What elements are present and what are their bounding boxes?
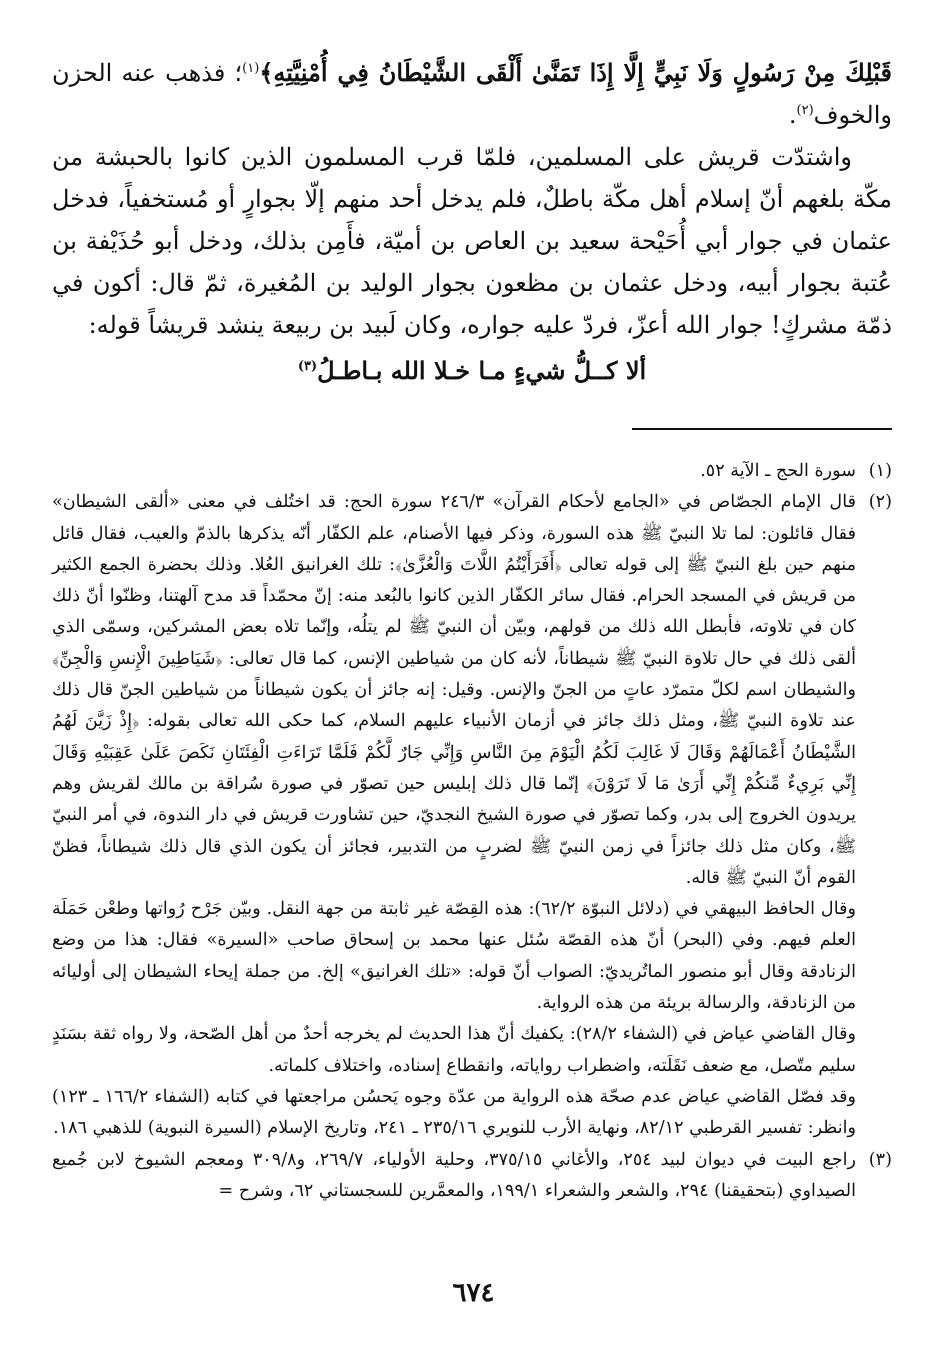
quran-quote: قَبْلِكَ مِنْ رَسُولٍ وَلَا نَبِيٍّ إِلَّا إِذَا تَمَنَّىٰ أَلْقَى الشَّيْطَانُ فِي أُمْنِيَّتِهِ﴾ [259,58,892,87]
footnote-paragraph: قال الإمام الجصّاص في «الجامع لأحكام القرآن» ٢٤٦/٣ سورة الحج: قد اختُلف في معنى «ألقى الشيطان» فقال قائلون: لما تلا النبيّ ﷺ هذه السورة، وذكر فيها الأصنام، علم الكفّار أنّه يذكرها بالذمّ والعيب، فقال قائل منهم حين بلغ النبيّ ﷺ إلى قوله تعالى ﴿أَفَرَأَيْتُمُ اللَّاتَ وَالْعُزَّىٰ﴾: تلك الغرانيق العُلا. وذلك بحضرة الجمع الكثير من قريش في المسجد الحرام. فقال سائر الكفّار الذين كانوا بالبُعد منه: إنّ محمّداً قد مدح آلهتنا، وظنّوا أنّ ذلك كان في تلاوته، فأبطل الله ذلك من قولهم، وبيّن أن النبيّ ﷺ لم يتلُه، وإنّما تلاه بعض المشركين، وسمّى الذي ألقى ذلك في حال تلاوة النبيّ ﷺ شيطاناً، لأنه كان من شياطين الإنس، كما قال تعالى: ﴿شَيَاطِينَ الْإِنسِ وَالْجِنِّ﴾ والشيطان اسم لكلّ متمرّد عاتٍ من الجنّ والإنس. وقيل: إنه جائز أن يكون شيطاناً من شياطين الجنّ قال ذلك عند تلاوة النبيّ ﷺ، ومثل ذلك جائز في أزمان الأنبياء عليهم السلام، كما حكى الله تعالى بقوله: ﴿إِذْ زَيَّنَ لَهُمُ الشَّيْطَانُ أَعْمَالَهُمْ وَقَالَ لَا غَالِبَ لَكُمُ الْيَوْمَ مِنَ النَّاسِ وَإِنِّي جَارٌ لَّكُمْ فَلَمَّا تَرَاءَتِ الْفِئَتَانِ نَكَصَ عَلَىٰ عَقِبَيْهِ وَقَالَ إِنِّي بَرِيءٌ مِّنكُمْ إِنِّي أَرَىٰ مَا لَا تَرَوْنَ﴾ إنّما قال ذلك إبليس حين تصوّر في صورة سُراقة بن مالك لقريش وهم يريدون الخروج إلى بدر، وكما تصوّر في صورة الشيخ النجديّ، حين تشاورت قريش في دار الندوة، في أمر النبيّ ﷺ، وكان مثل ذلك جائزاً في زمن النبيّ ﷺ لضربٍ من التدبير، فجائز أن يكون الذي قال ذلك شيطاناً، فظنّ القوم أنّ النبيّ ﷺ قاله. [52,492,856,888]
footnote-2 [52,487,892,1144]
footnote-paragraph: وقال الحافظ البيهقي في (دلائل النبوّة ٦٢/٢): هذه القِصّة غير ثابتة من جهة النقل. وبيّن جَرْح رُواتها وطعْن حَمَلَة العلم فيهم. وفي (البحر) أنّ هذه القصّة سُئل عنها محمد بن إسحاق صاحب «السيرة» فقال: هذا من وضع الزنادقة وقال أبو منصور الماتُريديّ: الصواب أنّ قوله: «تلك الغرانيق» إلخ. من جملة إيحاء الشيطان إلى أوليائه من الزنادقة، والرسالة بريئة من هذه الرواية. [52,899,856,1014]
page-number: ٦٧٤ [452,1278,495,1308]
footnote-3 [52,1145,892,1208]
footnote-paragraph: سورة الحج ـ الآية ٥٢. [700,461,856,481]
footnote-paragraph: وقال القاضي عياض في (الشفاء ٢٨/٢): يكفيك أنّ هذا الحديث لم يخرجه أحدٌ من أهل الصّحة، ولا رواه ثقة بسَنَدٍ سليم متّصل، مع ضعف نَقَلَته، واضطراب رواياته، وانقطاع إسناده، واختلاف كلماته. [52,1024,856,1076]
footnote-number: (١) [868,461,892,481]
footnote-paragraph: وقد فصّل القاضي عياض عدم صحّة هذه الرواية من عدّة وجوه يَحسُن مراجعتها في كتابه (الشفاء ١٦٦/٢ ـ ١٢٣) وانظر: تفسير القرطبي ٨٢/١٢، ونهاية الأرب للنويري ٢٣٥/١٦ ـ ٢٤١، وتاريخ الإسلام (السيرة النبوية) للذهبي ١٨٦. [52,1086,856,1139]
footnote-ref-3: (٣) [297,359,318,374]
footnote-ref-1: (١) [242,61,260,76]
footnote-number: (٢) [868,492,892,513]
footnote-separator [632,428,892,430]
paragraph-2: واشتدّت قريش على المسلمين، فلمّا قرب المسلمون الذين كانوا بالحبشة من مكّة بلغهم أنّ إسلام أهل مكّة باطلٌ، فلم يدخل أحد منهم إلّا بجوارٍ أو مُستخفياً، فدخل عثمان في جوار أبي أُحَيْحة سعيد بن العاص بن أميّة، فأَمِن بذلك، ودخل أبو حُذَيْفة بن عُتبة بجوار أبيه، ودخل عثمان بن مظعون بجوار الوليد بن المُغيرة، ثمّ قال: أكون في ذمّة مشركٍ! جوار الله أعزّ، فردّ عليه جواره، وكان لَبيد بن ربيعة ينشد قريشاً قوله: [52,143,892,339]
footnote-1 [52,456,892,487]
footnote-ref-2: (٢) [796,103,814,118]
main-text [52,52,892,392]
book-page [52,52,892,1201]
paragraph-1-end: . [788,101,797,129]
poetry-verse [52,350,892,392]
footnotes [52,456,892,1207]
paragraph-1-text: ؛ فذهب عنه الحزن والخوف [52,59,892,129]
paragraph-1 [52,52,892,136]
footnote-paragraph: راجع البيت في ديوان لبيد ٢٥٤، والأغاني ٣٧٥/١٥، وحلية الأولياء، ٢٦٩/٧، و٣٠٩/٨ ومعجم الشيوخ لابن جُميع الصيداوي (بتحقيقنا) ٢٩٤، والشعر والشعراء ١٩٩/١، والمعمَّرين للسجستاني ٦٢، وشرح = [52,1149,856,1201]
footnote-number: (٣) [868,1149,892,1170]
verse-text: ألا كــلُّ شيءٍ مـا خـلا الله بـاطـلُ [317,356,647,385]
